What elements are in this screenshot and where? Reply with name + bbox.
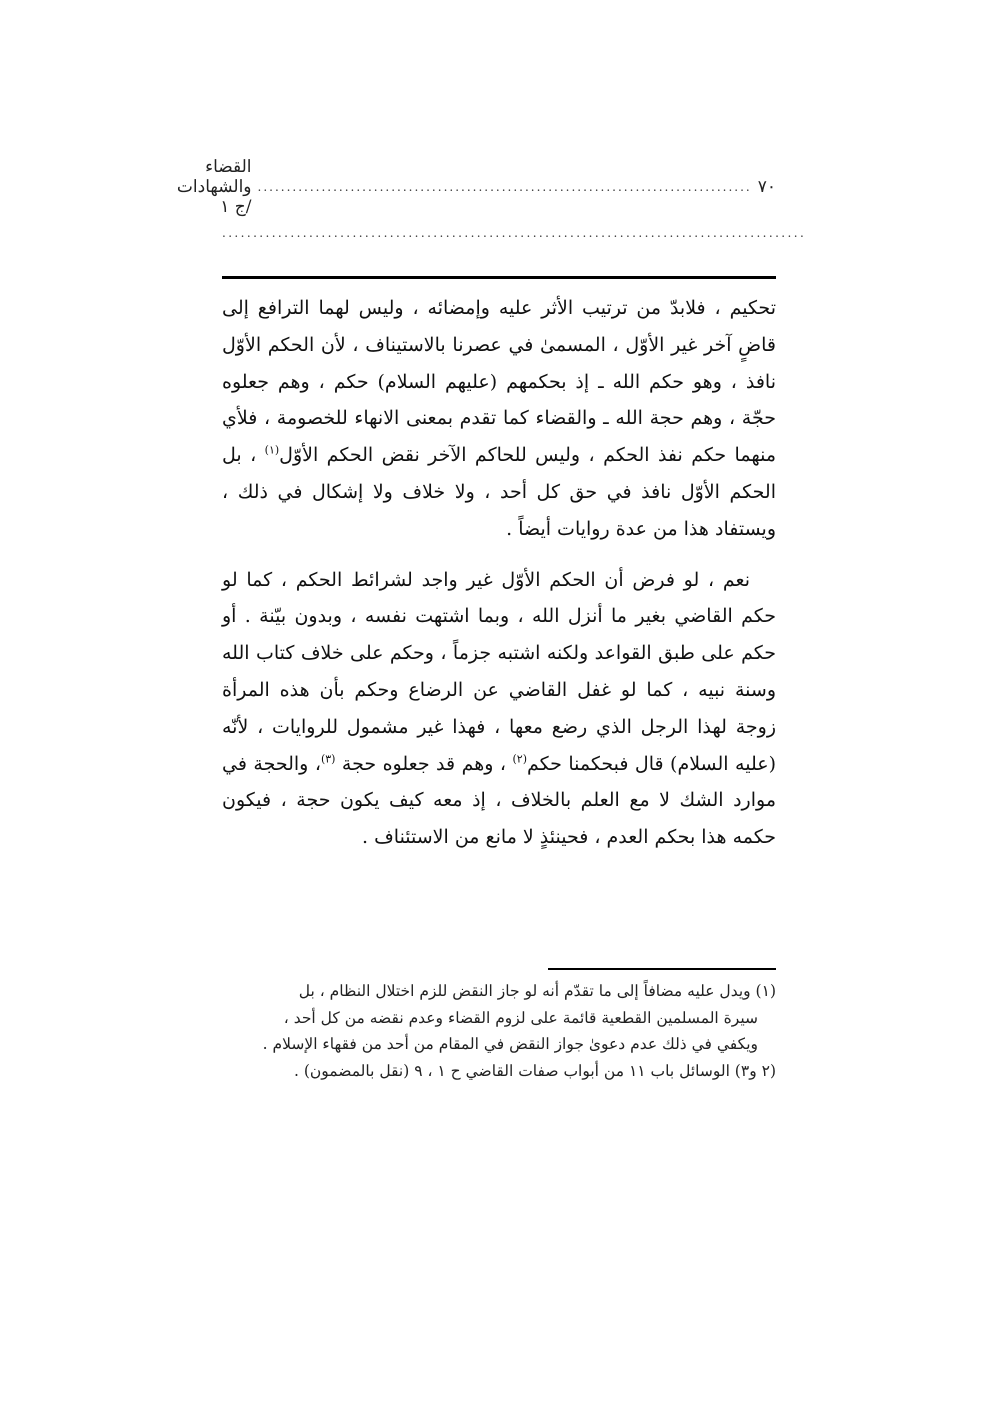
dotted-separator: .............................................................................................. (222, 226, 807, 240)
footnote-line: ويكفي في ذلك عدم دعوىٰ جواز النقض في المقام من أحد من فقهاء الإسلام . (262, 1035, 758, 1053)
header-leader-dots: ..................................................................................... (257, 180, 752, 194)
footnote-ref: (٢) (512, 752, 527, 766)
paragraph: تحكيم ، فلابدّ من ترتيب الأثر عليه وإمضائه ، وليس لهما الترافع إلى قاضٍ آخر غير الأوّل ، المسمىٰ في عصرنا بالاستيناف ، لأن الحكم الأوّل نافذ ، وهو حكم الله ـ إذ بحكمهم (عليهم السلام) حكم ، وهم جعلوه حجّة ، وهم حجة الله ـ والقضاء كما تقدم بمعنى الانهاء للخصومة ، فلأي منهما حكم نفذ الحكم ، وليس للحاكم الآخر نقض الحكم الأوّل$^{(١)}$ ، بل الحكم الأوّل نافذ في حق كل أحد ، ولا خلاف ولا إشكال في ذلك ، ويستفاد هذا من عدة روايات أيضاً . (222, 297, 776, 540)
main-text (222, 290, 776, 856)
header-rule (222, 276, 776, 279)
footnote-ref: (١) (264, 443, 280, 457)
page-number: ٧٠ (757, 177, 776, 197)
footnote-line: (١) ويدل عليه مضافاً إلى ما تقدّم أنه لو جاز النقض للزم اختلال النظام ، بل (298, 982, 776, 1000)
footnote-line: (٢ و٣) الوسائل باب ١١ من أبواب صفات القاضي ح ١ ، ٩ (نقل بالمضمون) . (294, 1061, 776, 1080)
footnote-rule (548, 968, 776, 970)
footnote-ref: (٣) (320, 752, 336, 766)
running-title: القضاء والشهادات /ج ١ (176, 157, 252, 217)
footnote-line: سيرة المسلمين القطعية قائمة على لزوم القضاء وعدم نقضه من كل أحد ، (283, 1008, 758, 1027)
footnotes (222, 978, 776, 1084)
paragraph: نعم ، لو فرض أن الحكم الأوّل غير واجد لشرائط الحكم ، كما لو حكم القاضي بغير ما أنزل الله ، وبما اشتهت نفسه ، وبدون بيّنة . أو حكم على طبق القواعد ولكنه اشتبه جزماً ، وحكم على خلاف كتاب الله وسنة نبيه ، كما لو غفل القاضي عن الرضاع وحكم بأن هذه المرأة زوجة لهذا الرجل الذي رضع معها ، فهذا غير مشمول للروايات ، لأنّه (عليه السلام) قال فبحكمنا حكم$^{(٢)}$ ، وهم قد جعلوه حجة $^{(٣)}$، والحجة في موارد الشك لا مع العلم بالخلاف ، إذ معه كيف يكون حجة ، فيكون حكمه هذا بحكم العدم ، فحينئذٍ لا مانع من الاستئناف . (222, 568, 777, 849)
running-header (176, 157, 776, 217)
